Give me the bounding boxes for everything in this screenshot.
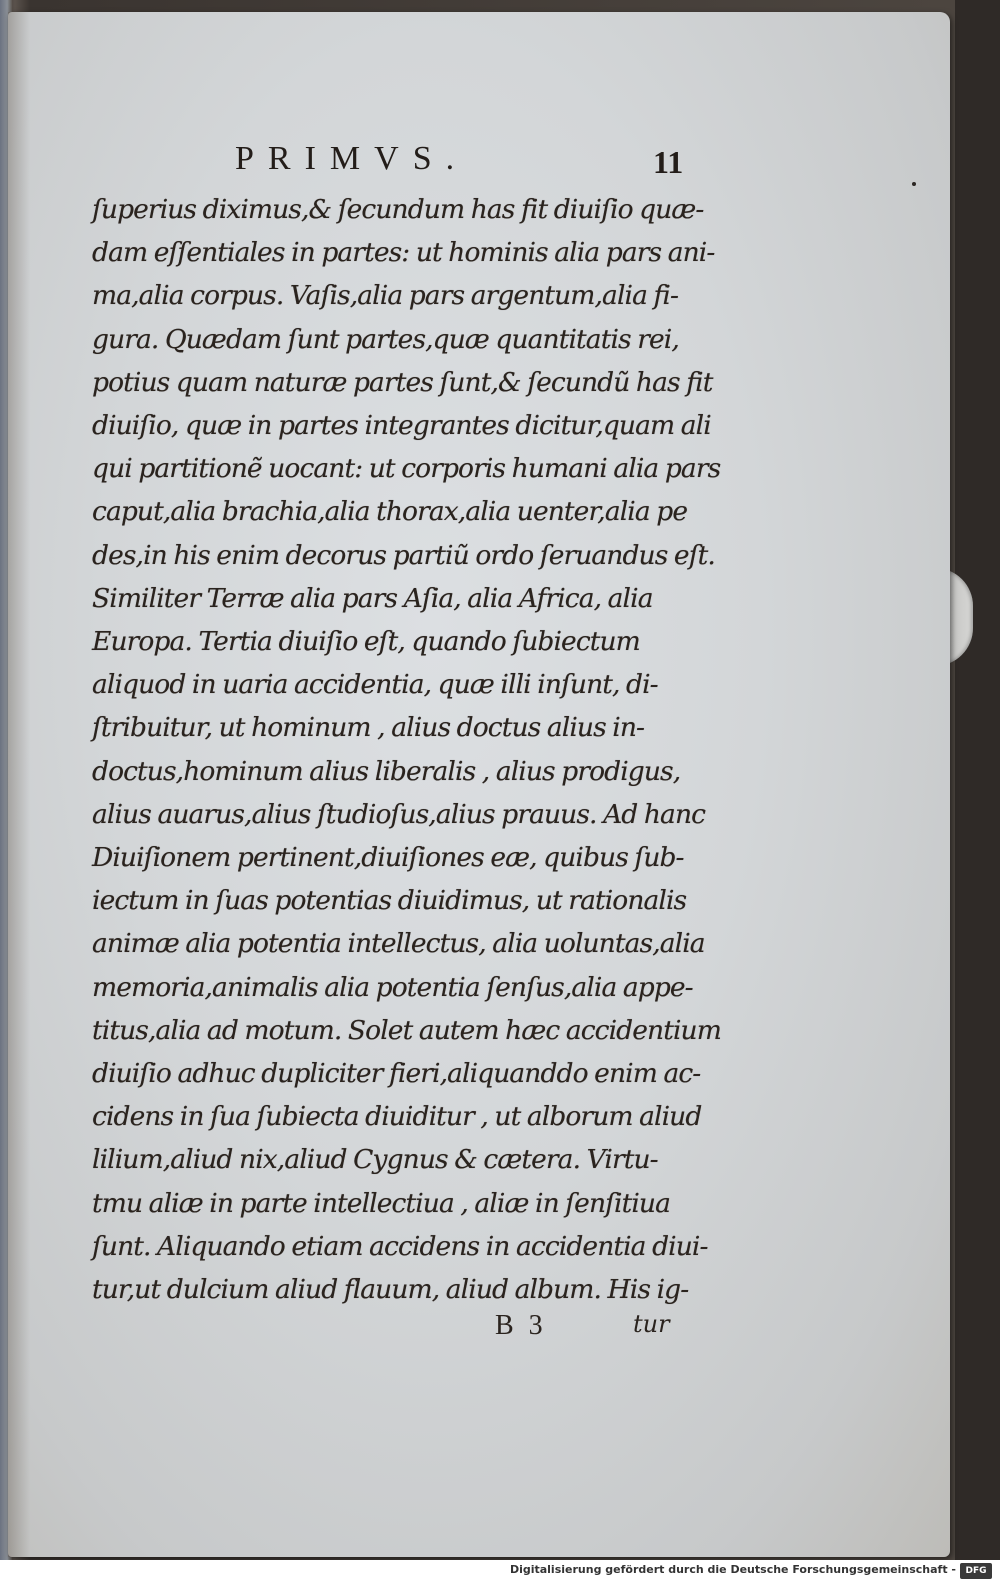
text-line: doctus,hominum alius liberalis , alius prodigus, [92,755,681,787]
signature-mark: B 3 [495,1310,547,1341]
text-line: potius quam naturæ partes ſunt,& ſecundũ has fit [92,366,713,398]
dfg-logo: DFG [960,1563,992,1579]
text-line: lilium,aliud nix,aliud Cygnus & cætera. Virtu- [92,1144,658,1176]
text-line: caput,alia brachia,alia thorax,alia uenter,alia pe [92,496,688,528]
ink-speck [912,182,916,186]
text-line: aliquod in uaria accidentia, quæ illi inſunt, di- [92,669,658,701]
text-line: alius auarus,alius ſtudioſus,alius prauus. Ad hanc [92,798,706,830]
body-text [92,188,721,1311]
text-line: Similiter Terræ alia pars Aſia, alia Africa, alia [92,582,653,614]
text-line: ſunt. Aliquando etiam accidens in accidentia diui- [92,1230,708,1262]
text-line: ſuperius diximus,& ſecundum has fit diuiſio quæ- [92,194,704,225]
running-head: PRIMVS. [235,140,469,177]
text-line: dam eſſentiales in partes: ut hominis alia pars ani- [92,237,715,269]
text-line: diuiſio adhuc dupliciter fieri,aliquanddo enim ac- [92,1058,701,1090]
text-line: gura. Quædam ſunt partes,quæ quantitatis rei, [92,323,679,355]
text-line: iectum in ſuas potentias diuidimus, ut rationalis [92,885,687,917]
catchword: tur [633,1310,670,1338]
text-line: animæ alia potentia intellectus, alia uoluntas,alia [92,928,705,960]
text-line: memoria,animalis alia potentia ſenſus,alia appe- [92,971,693,1003]
credit-text: Digitalisierung gefördert durch die Deutsche Forschungsgemeinschaft - [509,1563,956,1576]
text-line: tur,ut dulcium aliud flauum, aliud album. His ig- [92,1274,689,1306]
text-line: cidens in ſua ſubiecta diuiditur , ut alborum aliud [92,1101,702,1133]
text-line: Diuiſionem pertinent,diuiſiones eæ, quibus ſub- [92,842,684,874]
text-line: ma,alia corpus. Vaſis,alia pars argentum,alia fi- [92,280,679,312]
text-line: titus,alia ad motum. Solet autem hæc accidentium [92,1014,721,1046]
text-line: ſtribuitur, ut hominum , alius doctus alius in- [92,712,645,744]
text-line: des,in his enim decorus partiũ ordo ſeruandus eſt. [92,539,715,571]
text-line: qui partitionẽ uocant: ut corporis humani alia pars [92,453,721,485]
text-line: Europa. Tertia diuiſio eſt, quando ſubiectum [92,626,640,658]
scan-margin [955,0,1000,1560]
text-line: tmu aliæ in parte intellectiua , aliæ in ſenſitiua [92,1187,670,1219]
page-number: 11 [653,144,684,180]
text-line: diuiſio, quæ in partes integrantes dicitur,quam ali [92,410,711,442]
page-gutter-shadow [8,12,30,1557]
credit-bar [0,1560,1000,1583]
